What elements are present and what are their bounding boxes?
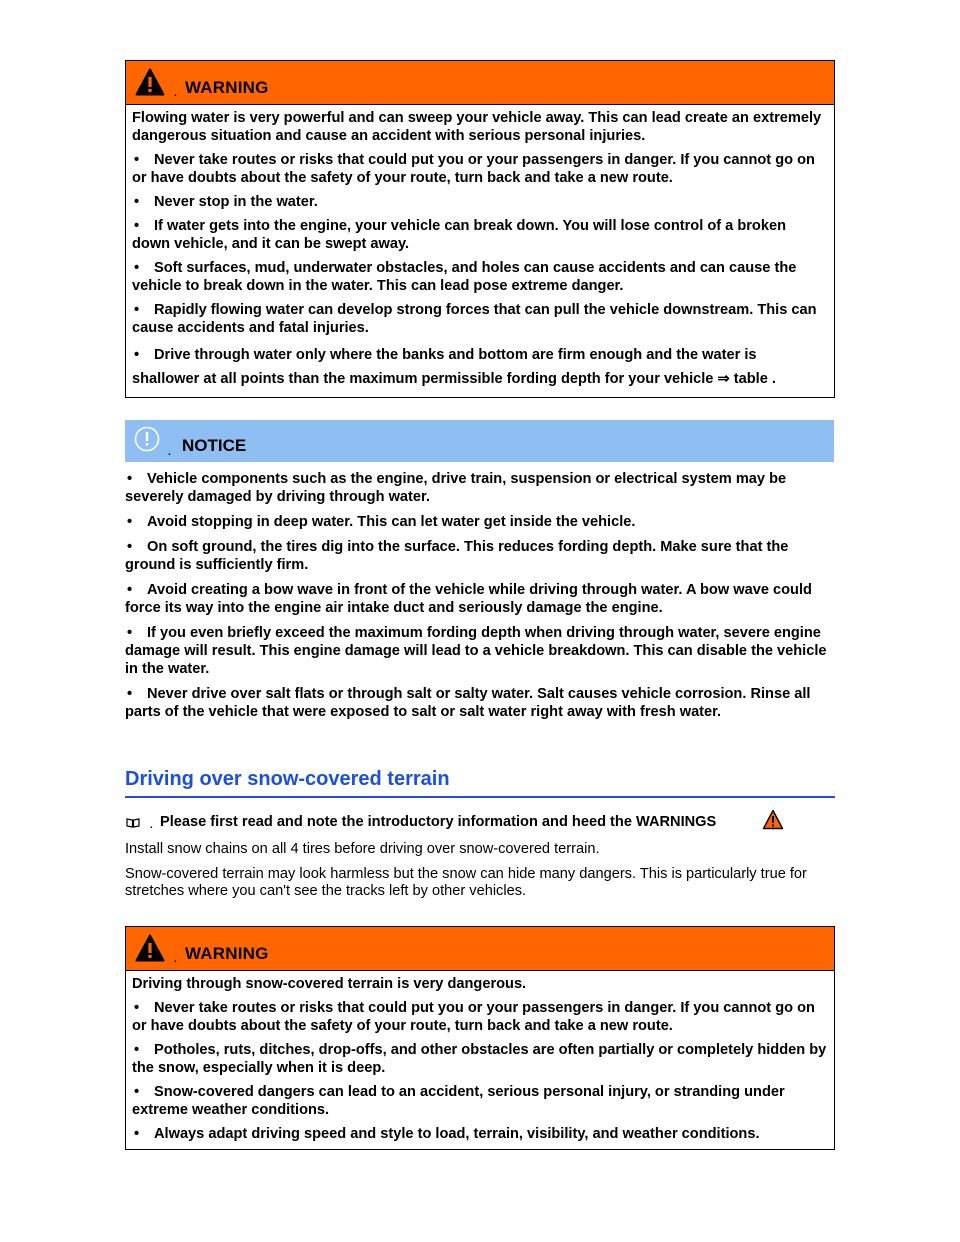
page-content [125,60,835,1150]
header-dot: . [150,820,153,831]
table-link-text[interactable]: Drive through water only where the banks and bottom are firm enough and the water is shallower at all points than the maximum permissible fording depth for your vehicle ⇒ table . [132,347,776,387]
intro-reference-line [125,814,835,838]
warning-box-flowing-water [125,60,835,398]
warning-intro: Driving through snow-covered terrain is very dangerous. [132,976,527,992]
warning-intro: Flowing water is very powerful and can sweep your vehicle away. This can lead create an extremely dangerous situation and cause an accident with serious personal injuries. [132,110,822,144]
header-dot: . [168,447,171,458]
header-dot: . [174,954,177,965]
paragraph: Snow-covered terrain may look harmless but the snow can hide many dangers. This is particularly true for stretches where you can't see the tracks left by other vehicles. [125,866,807,899]
list-item: • Drive through water only where the banks and bottom are firm enough and the water is shallower at all points than the maximum permissible fording depth for your vehicle ⇒ table . [132,347,776,387]
paragraph: Install snow chains on all 4 tires before driving over snow-covered terrain. [125,841,600,857]
list-item: • Vehicle components such as the engine, drive train, suspension or electrical system may be severely damaged by driving through water. [125,471,787,505]
warning-triangle-icon [135,934,165,962]
warning-triangle-icon[interactable] [762,809,784,830]
notice-title: NOTICE [182,436,247,455]
list-item: • On soft ground, the tires dig into the surface. This reduces fording depth. Make sure that the ground is sufficiently firm. [125,539,789,573]
list-item: • Snow-covered dangers can lead to an accident, serious personal injury, or stranding under extreme weather conditions. [132,1084,785,1118]
list-item: • Never stop in the water. [134,194,318,210]
exclamation-circle-icon [134,426,160,452]
header-dot: . [174,88,177,99]
warning-header [126,927,834,971]
list-item: • Never drive over salt flats or through salt or salty water. Salt causes vehicle corrosion. Rinse all parts of the vehicle that were exposed to salt or salt water right away with fresh water. [125,686,811,720]
warning-title: WARNING [185,78,269,97]
list-item: • Avoid stopping in deep water. This can let water get inside the vehicle. [127,514,636,530]
list-item: • Soft surfaces, mud, underwater obstacles, and holes can cause accidents and can cause the vehicle to break down in the water. This can lead pose extreme danger. [132,260,797,294]
list-item: • Rapidly flowing water can develop strong forces that can pull the vehicle downstream. This can cause accidents and fatal injuries. [132,302,817,336]
warning-body [126,105,834,397]
notice-body [125,462,835,721]
notice-header [125,420,834,462]
list-item: • Potholes, ruts, ditches, drop-offs, and other obstacles are often partially or completely hidden by the snow, especially when it is deep. [132,1042,827,1076]
open-book-icon [126,818,140,828]
warning-box-snow-terrain [125,926,835,1150]
list-item: • Never take routes or risks that could put you or your passengers in danger. If you cannot go on or have doubts about the safety of your route, turn back and take a new route. [132,1000,815,1034]
list-item: • If water gets into the engine, your vehicle can break down. You will lose control of a broken down vehicle, and it can be swept away. [132,218,786,252]
intro-text: Please first read and note the introductory information and heed the WARNINGS [160,814,717,830]
list-item: • If you even briefly exceed the maximum fording depth when driving through water, severe engine damage will result. This engine damage will lead to a vehicle breakdown. This can disable the vehicle in the water. [125,625,827,677]
list-item: • Always adapt driving speed and style to load, terrain, visibility, and weather conditions. [134,1126,760,1142]
list-item: • Avoid creating a bow wave in front of the vehicle while driving through water. A bow wave could force its way into the engine air intake duct and seriously damage the engine. [125,582,812,616]
list-item: • Never take routes or risks that could put you or your passengers in danger. If you cannot go on or have doubts about the safety of your route, turn back and take a new route. [132,152,815,186]
warning-title: WARNING [185,944,269,963]
warning-body [126,971,834,1149]
section-heading: Driving over snow-covered terrain [125,768,835,798]
warning-triangle-icon [135,68,165,96]
warning-header [126,61,834,105]
